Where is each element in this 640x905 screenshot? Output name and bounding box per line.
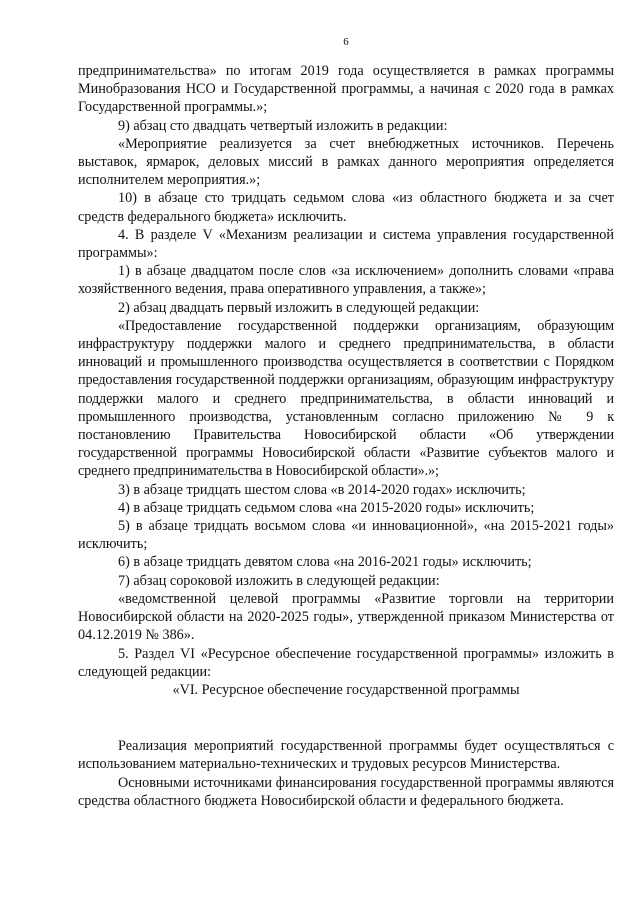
paragraph: 3) в абзаце тридцать шестом слова «в 2014-2020 годах» исключить; (118, 481, 526, 498)
paragraph: 4. В разделе V «Механизм реализации и система управления государственной программы»: (78, 226, 614, 262)
page-number: 6 (343, 36, 349, 48)
paragraph: 6) в абзаце тридцать девятом слова «на 2016-2021 годы» исключить; (118, 554, 532, 571)
paragraph: «Предоставление государственной поддержки организациям, образующим инфраструктуру поддержки малого и среднего предпринимательства, в области инноваций и промышленного производства осуществляется в соответствии с Порядком предоставления государственной поддержки организациям, образующим инфраструктуру поддержки малого и среднего предпринимательства, в области инноваций и промышленного производства, установленным согласно приложению № 9 к постановлению Правительства Новосибирской области «Об утверждении государственной программы Новосибирской области «Развитие субъектов малого и среднего предпринимательства в Новосибирской области».»; (78, 317, 614, 480)
paragraph: Реализация мероприятий государственной программы будет осуществляться с использованием материально-технических и трудовых ресурсов Министерства. (78, 738, 614, 773)
paragraph: 5. Раздел VI «Ресурсное обеспечение государственной программы» изложить в следующей редакции: (78, 645, 614, 680)
paragraph: 10) в абзаце сто тридцать седьмом слова «из областного бюджета и за счет средств федерального бюджета» исключить. (78, 190, 614, 225)
section-heading: «VI. Ресурсное обеспечение государственной программы (172, 681, 520, 698)
paragraph: 1) в абзаце двадцатом после слов «за исключением» дополнить словами «права хозяйственного ведения, права оперативного управления, а также»; (78, 263, 614, 298)
paragraph: 2) абзац двадцать первый изложить в следующей редакции: (118, 299, 480, 316)
paragraph: «Мероприятие реализуется за счет внебюджетных источников. Перечень выставок, ярмарок, деловых миссий в рамках данного мероприятия определяется исполнителем мероприятия.»; (78, 135, 614, 189)
blank-line (78, 699, 614, 737)
paragraph: предпринимательства» по итогам 2019 года осуществляется в рамках программы Минобразования НСО и Государственной программы, а начиная с 2020 года в рамках Государственной программы.»; (78, 63, 614, 116)
paragraph: 4) в абзаце тридцать седьмом слова «на 2015-2020 годы» исключить; (118, 499, 535, 516)
paragraph: Основными источниками финансирования государственной программы являются средства областного бюджета Новосибирской области и федерального бюджета. (78, 774, 614, 809)
paragraph: 9) абзац сто двадцать четвертый изложить в редакции: (118, 117, 448, 134)
paragraph: «ведомственной целевой программы «Развитие торговли на территории Новосибирской области на 2020-2025 годы», утвержденной приказом Министерства от 04.12.2019 № 386». (78, 590, 614, 644)
paragraph: 7) абзац сороковой изложить в следующей редакции: (118, 572, 440, 589)
paragraph: 5) в абзаце тридцать восьмом слова «и инновационной», «на 2015-2021 годы» исключить; (78, 518, 614, 553)
